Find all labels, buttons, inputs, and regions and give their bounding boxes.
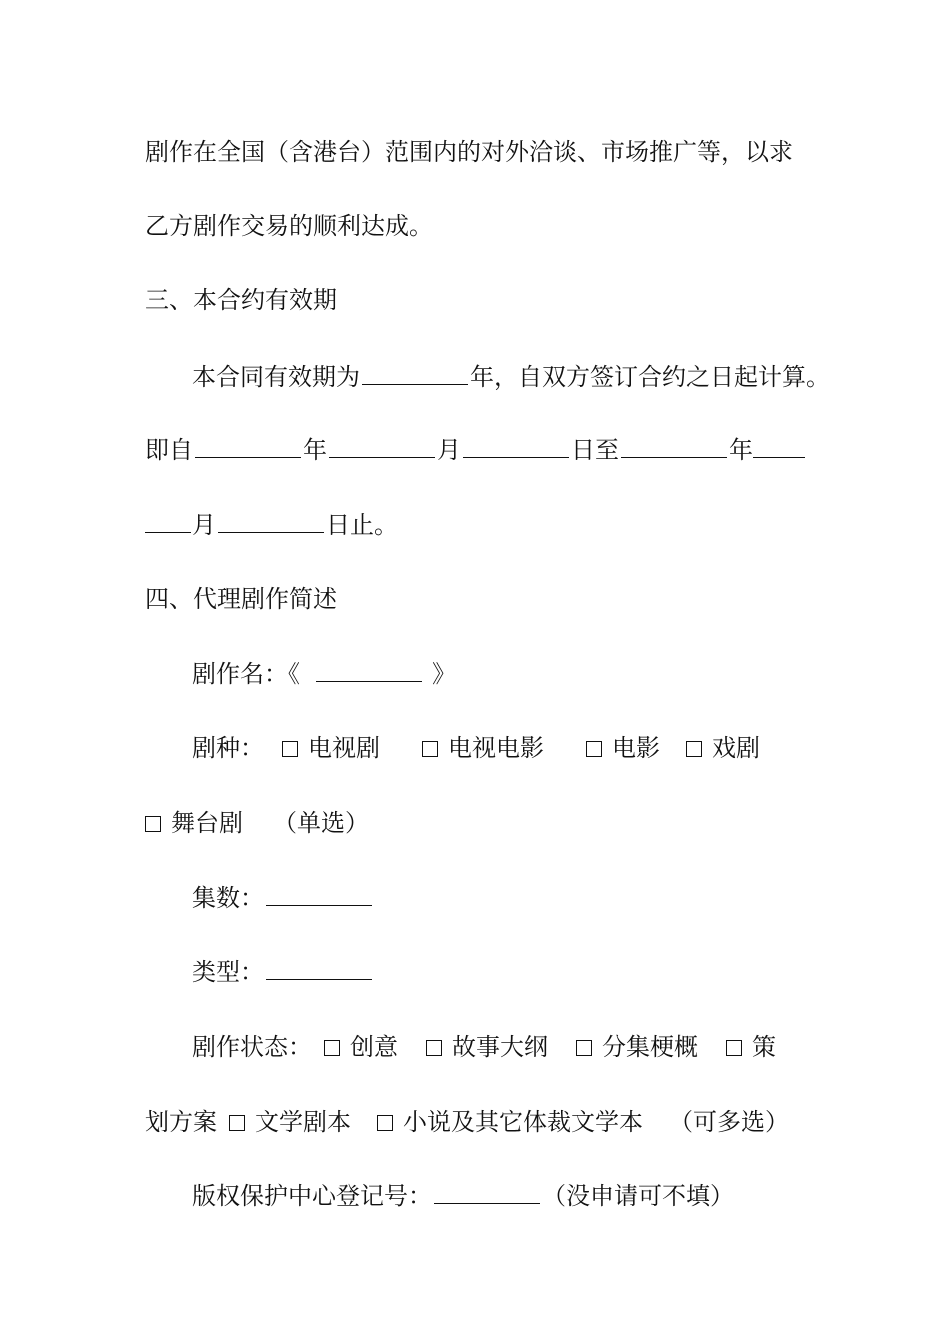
checkbox-idea[interactable]: [324, 1040, 340, 1056]
copyright-input[interactable]: [434, 1201, 540, 1204]
text: 年: [729, 436, 753, 464]
label: 剧种：: [192, 734, 264, 762]
option-label: 文学剧本: [255, 1108, 351, 1136]
checkbox-movie[interactable]: [586, 741, 602, 757]
blank-field[interactable]: [753, 455, 805, 458]
section-heading: [145, 579, 950, 619]
blank-field[interactable]: [463, 455, 569, 458]
checkbox-drama[interactable]: [686, 741, 702, 757]
blank-field[interactable]: [362, 382, 468, 385]
option-label: 分集梗概: [602, 1033, 698, 1061]
option-label: 戏剧: [712, 734, 760, 762]
blank-field[interactable]: [329, 455, 435, 458]
heading-text: 四、代理剧作简述: [145, 585, 337, 613]
text: 剧作在全国（含港台）范围内的对外洽谈、市场推广等，以求: [145, 138, 793, 166]
blank-field[interactable]: [218, 530, 324, 533]
label: 类型：: [192, 958, 264, 986]
checkbox-novel[interactable]: [377, 1115, 393, 1131]
label: 集数：: [192, 884, 264, 912]
genre-line-cont: [145, 803, 950, 843]
note: （单选）: [273, 809, 369, 837]
paragraph-line: [145, 430, 950, 470]
text: 月: [437, 436, 461, 464]
text: 日至: [571, 436, 619, 464]
heading-text: 三、本合约有效期: [145, 286, 337, 314]
option-label: 划方案: [145, 1108, 217, 1136]
copyright-line: [192, 1176, 950, 1216]
checkbox-synopsis[interactable]: [576, 1040, 592, 1056]
option-label: 策: [752, 1033, 776, 1061]
checkbox-script[interactable]: [229, 1115, 245, 1131]
episodes-input[interactable]: [266, 903, 372, 906]
paragraph-line: [145, 505, 950, 545]
checkbox-tv-movie[interactable]: [422, 741, 438, 757]
text: 乙方剧作交易的顺利达成。: [145, 212, 433, 240]
status-line-cont: [145, 1102, 950, 1142]
paragraph-line: [145, 206, 950, 246]
note: （可多选）: [669, 1108, 789, 1136]
episodes-line: [192, 878, 950, 918]
section-heading: [145, 280, 950, 320]
option-label: 电视电影: [448, 734, 544, 762]
label: 版权保护中心登记号：: [192, 1182, 432, 1210]
option-label: 舞台剧: [171, 809, 243, 837]
text: 即自: [145, 436, 193, 464]
text: 月: [192, 511, 216, 539]
title-input[interactable]: [316, 679, 422, 682]
text: 年: [303, 436, 327, 464]
text: 年，自双方签订合约之日起计算。: [470, 363, 830, 391]
checkbox-plan[interactable]: [726, 1040, 742, 1056]
option-label: 故事大纲: [452, 1033, 548, 1061]
option-label: 电视剧: [308, 734, 380, 762]
paragraph-line: [192, 357, 950, 397]
blank-field[interactable]: [145, 530, 191, 533]
paragraph-line: [145, 132, 950, 172]
blank-field[interactable]: [195, 455, 301, 458]
option-label: 小说及其它体裁文学本: [403, 1108, 643, 1136]
status-line: [192, 1027, 950, 1067]
text: 本合同有效期为: [192, 363, 360, 391]
checkbox-outline[interactable]: [426, 1040, 442, 1056]
label: 剧作名：《: [192, 660, 300, 688]
note: （没申请可不填）: [542, 1182, 734, 1210]
option-label: 创意: [350, 1033, 398, 1061]
option-label: 电影: [612, 734, 660, 762]
label: 》: [432, 660, 456, 688]
blank-field[interactable]: [621, 455, 727, 458]
type-line: [192, 952, 950, 992]
text: 日止。: [326, 511, 398, 539]
genre-line: [192, 728, 950, 768]
checkbox-tv-series[interactable]: [282, 741, 298, 757]
checkbox-stage-play[interactable]: [145, 816, 161, 832]
type-input[interactable]: [266, 977, 372, 980]
title-field-line: [192, 654, 950, 694]
label: 剧作状态：: [192, 1033, 312, 1061]
